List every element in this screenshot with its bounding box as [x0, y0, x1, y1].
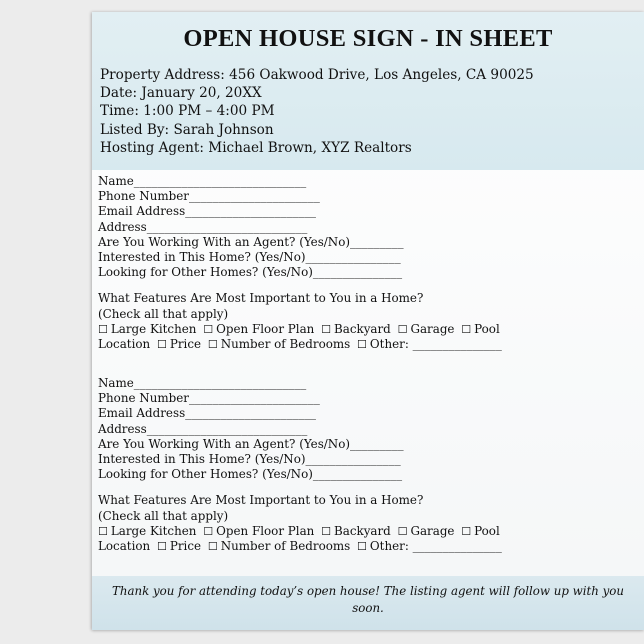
header-panel [92, 12, 644, 170]
option-label: Garage [410, 321, 455, 336]
option-label: Open Floor Plan [216, 523, 315, 538]
checkbox-garage[interactable]: ☐ [397, 322, 408, 336]
option-label: Price [169, 337, 202, 352]
option-label: Open Floor Plan [216, 321, 315, 336]
option-label: Location [98, 539, 151, 554]
option-label: Location [98, 337, 151, 352]
sign-in-sheet [92, 12, 644, 630]
interested-field[interactable]: Interested in This Home? (Yes/No)________________ [98, 250, 401, 265]
checkbox-open-floor-plan[interactable]: ☐ [203, 322, 214, 336]
checkbox-pool[interactable]: ☐ [461, 524, 472, 538]
agent-question-field[interactable]: Are You Working With an Agent? (Yes/No)_________ [98, 436, 404, 451]
checkbox-large-kitchen[interactable]: ☐ [98, 322, 108, 336]
open-house-date: Date: January 20, 20XX [100, 85, 262, 102]
option-label: Backyard [334, 523, 391, 538]
other-homes-field[interactable]: Looking for Other Homes? (Yes/No)_______________ [98, 467, 403, 482]
option-label: Backyard [334, 321, 391, 336]
listed-by: Listed By: Sarah Johnson [100, 121, 274, 138]
property-address: Property Address: 456 Oakwood Drive, Los Angeles, CA 90025 [100, 67, 534, 83]
thank-you-message: Thank you for attending today’s open house! The listing agent will follow up with you soon. [112, 584, 624, 615]
email-field[interactable]: Email Address______________________ [98, 406, 316, 421]
checkbox-pool[interactable]: ☐ [461, 322, 472, 336]
name-field[interactable]: Name_____________________________ [98, 376, 307, 390]
checkbox-large-kitchen[interactable]: ☐ [98, 524, 108, 538]
options-row-2 [98, 337, 638, 352]
checkbox-garage[interactable]: ☐ [397, 524, 408, 538]
option-label: Price [169, 539, 202, 554]
open-house-time: Time: 1:00 PM – 4:00 PM [100, 103, 275, 120]
option-label: Number of Bedrooms [220, 337, 351, 352]
visitor-form-2 [98, 376, 638, 554]
checkbox-open-floor-plan[interactable]: ☐ [203, 524, 214, 538]
checkbox-other[interactable]: ☐ [357, 338, 367, 352]
checkbox-price[interactable]: ☐ [156, 338, 167, 352]
option-label: Pool [474, 321, 500, 336]
options-row-2 [98, 539, 638, 554]
checkbox-backyard[interactable]: ☐ [321, 524, 331, 538]
options-row-1 [98, 524, 638, 539]
phone-field[interactable]: Phone Number______________________ [98, 391, 320, 406]
footer-panel [92, 576, 644, 630]
option-label: Number of Bedrooms [220, 539, 351, 554]
page-title: OPEN HOUSE SIGN - IN SHEET [183, 25, 553, 52]
checkbox-bedrooms[interactable]: ☐ [207, 540, 218, 554]
option-label: Large Kitchen [110, 321, 197, 336]
features-question: What Features Are Most Important to You in a Home? [98, 493, 424, 508]
name-field[interactable]: Name_____________________________ [98, 174, 307, 188]
option-label: Large Kitchen [110, 523, 197, 538]
address-field[interactable]: Address___________________________ [98, 421, 308, 436]
visitor-form-1 [98, 174, 638, 352]
option-label[interactable]: Other: _______________ [369, 539, 502, 554]
phone-field[interactable]: Phone Number______________________ [98, 189, 320, 204]
agent-question-field[interactable]: Are You Working With an Agent? (Yes/No)_________ [98, 234, 404, 249]
hosting-agent: Hosting Agent: Michael Brown, XYZ Realtors [100, 139, 412, 156]
options-row-1 [98, 322, 638, 337]
check-all-note: (Check all that apply) [98, 306, 229, 321]
other-homes-field[interactable]: Looking for Other Homes? (Yes/No)_______________ [98, 265, 403, 280]
checkbox-other[interactable]: ☐ [357, 540, 367, 554]
property-info [100, 66, 640, 157]
interested-field[interactable]: Interested in This Home? (Yes/No)________________ [98, 452, 401, 467]
option-label: Pool [474, 523, 500, 538]
address-field[interactable]: Address___________________________ [98, 219, 308, 234]
checkbox-bedrooms[interactable]: ☐ [207, 338, 218, 352]
checkbox-backyard[interactable]: ☐ [321, 322, 331, 336]
option-label: Garage [410, 523, 455, 538]
checkbox-price[interactable]: ☐ [156, 540, 167, 554]
check-all-note: (Check all that apply) [98, 508, 229, 523]
email-field[interactable]: Email Address______________________ [98, 204, 316, 219]
features-question: What Features Are Most Important to You in a Home? [98, 291, 424, 306]
option-label[interactable]: Other: _______________ [369, 337, 502, 352]
